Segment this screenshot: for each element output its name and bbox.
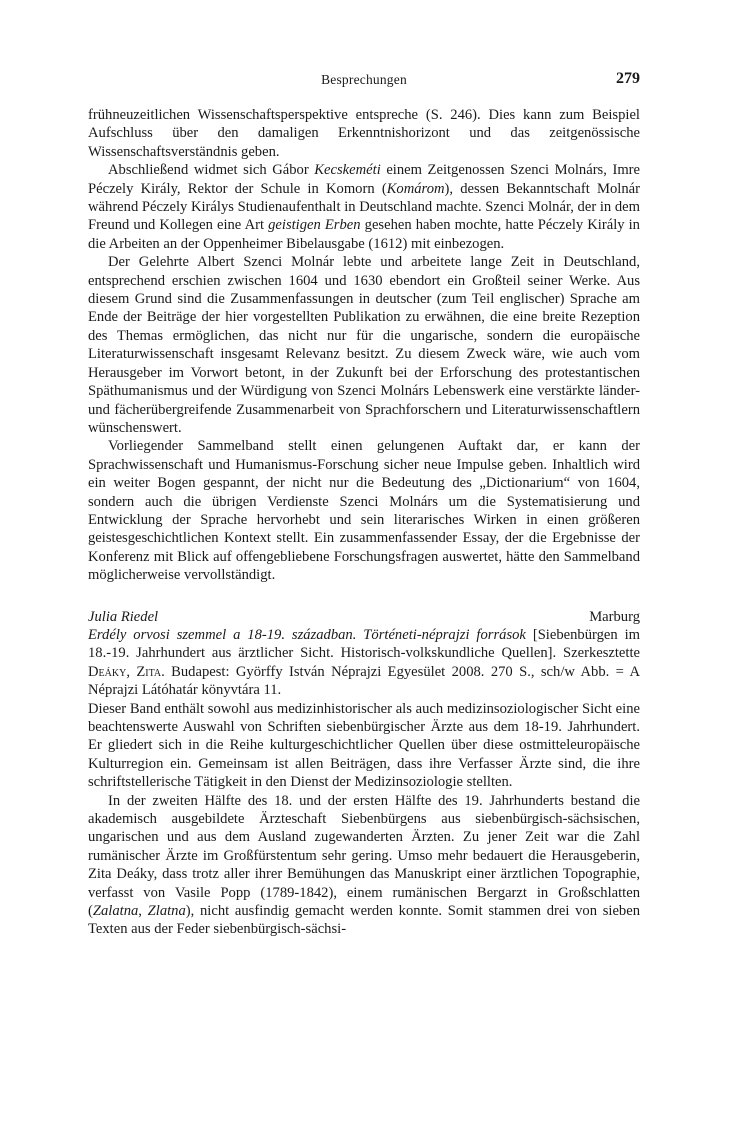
review1-paragraph-2 xyxy=(88,161,640,253)
publication-details: . Budapest: Györffy István Néprajzi Egyesület 2008. 270 S., sch/w Abb. = A Néprajzi Látóhatár könyvtára 11. xyxy=(88,663,641,699)
running-title: Besprechungen xyxy=(321,72,407,87)
text-run: ), dessen Bekanntschaft Molnár während Péczely Királys Studienaufenthalt in Deutschland machte. Szenci Molnár, der in dem Freund und Kollegen eine Art xyxy=(88,180,640,234)
review1-paragraph-1: frühneuzeitlichen Wissenschaftsperspektive entspreche (S. 246). Dies kann zum Beispiel Aufschluss über den damaligen Erkenntnishorizont und das zeitgenössische Wissenschaftsverständnis geben. xyxy=(88,107,640,160)
place-name-italic: Komárom xyxy=(386,180,445,197)
place-name-italic: Zlatna xyxy=(147,903,186,920)
review-signature xyxy=(88,608,640,626)
text-run: In der zweiten Hälfte des 18. und der ersten Hälfte des 19. Jahrhunderts bestand die akademisch ausgebildete Ärzteschaft Siebenbürgens aus siebenbürgisch-sächsischen, ungarischen und aus dem Ausland zugewanderten Ärzten. Zu jener Zeit war die Zahl rumänischer Ärzte im Großfürstentum sehr gering. Umso mehr bedauert die Herausgeberin, Zita Deáky, dass trotz aller ihrer Bemühungen das Manuskript einer ärztlichen Topographie, verfasst von Vasile Popp (1789-1842), einem rumänischen Bergarzt in Großschlatten ( xyxy=(88,792,640,920)
place-name-italic: Zalatna xyxy=(92,903,139,920)
author-name-italic: Kecskeméti xyxy=(314,162,381,179)
text-run: , xyxy=(138,903,148,920)
review1-paragraph-4: Vorliegender Sammelband stellt einen gelungenen Auftakt dar, er kann der Sprachwissenschaft und Humanismus-Forschung sicher neue Impulse geben. Inhaltlich wird ein weiter Bogen gespannt, der nicht nur die Bedeutung des „Dictionarium“ von 1604, sondern auch die übrigen Verdienste Szenci Molnárs um die Systematisierung und Entwicklung der Sprache hervorhebt und sein literarisches Wirken in einen größeren geistesgeschichtlichen Kontext stellt. Ein zusammenfassender Essay, der die Ergebnisse der Konferenz mit Blick auf offengebliebene Forschungsfragen auswertet, hätte den Sammelband möglicherweise vervollständigt. xyxy=(88,438,640,584)
reviewer-place: Marburg xyxy=(589,608,640,625)
review2-paragraph-2 xyxy=(88,792,640,939)
review2-paragraph-1: Dieser Band enthält sowohl aus medizinhistorischer als auch medizinsoziologischer Sicht eine beachtenswerte Auswahl von Schriften siebenbürgischer Ärzte aus dem 18-19. Jahrhundert. Er gliedert sich in die Reihe kulturgeschichtlicher Quellen über diese ostmitteleuropäische Kulturregion ein. Gemeinsam ist allen Beiträgen, dass ihre Verfasser Ärzte sind, die ihre schriftstellerische Tätigkeit in den Dienst der Medizinsoziologie stellten. xyxy=(88,700,640,791)
running-head xyxy=(88,70,640,90)
text-run: ), nicht ausfindig gemacht werden konnte. Somit stammen drei von sieben Texten aus der Feder siebenbürgisch-sächsi- xyxy=(88,903,640,938)
reviewer-name: Julia Riedel xyxy=(88,608,159,625)
book-title-hungarian: Erdély orvosi szemmel a 18-19. században. Történeti-néprajzi források xyxy=(88,626,526,643)
page-number: 279 xyxy=(616,70,640,87)
term-italic: geistigen Erben xyxy=(268,217,361,234)
text-run: Abschließend widmet sich Gábor xyxy=(108,162,315,179)
text-body xyxy=(88,106,640,939)
review1-paragraph-3: Der Gelehrte Albert Szenci Molnár lebte und arbeitete lange Zeit in Deutschland, entsprechend erschien zwischen 1604 und 1630 ebendort ein Großteil seiner Werke. Aus diesem Grund sind die Zusammenfassungen in deutscher (zum Teil englischer) Sprache am Ende der Beiträge der hier vorgestellten Publikation zu erwähnen, die eine breite Rezeption des Themas ermöglichen, das nicht nur für die ungarische, sondern die europäische Literaturwissenschaft insgesamt Relevanz besitzt. Zu diesem Zweck wäre, wie auch vom Herausgeber im Vorwort betont, in der Zukunft bei der Erforschung des protestantischen Späthumanismus und der Würdigung von Szenci Molnárs Lebenswerk eine verstärkte länder- und fächerübergreifende Zusammenarbeit von Sprachforschern und Literaturwissenschaftlern wünschenswert. xyxy=(88,254,640,436)
text-run: gesehen haben mochte, hatte Péczely Király in die Arbeiten an der Oppenheimer Bibelausgabe (1612) mit einbezogen. xyxy=(88,217,640,252)
bibliographic-entry xyxy=(88,626,640,700)
book-editor: Deáky, Zita xyxy=(88,663,162,680)
text-run: einem Zeitgenossen Szenci Molnárs, Imre Péczely Király, Rektor der Schule in Komorn ( xyxy=(88,162,641,197)
book-title-translation: [Siebenbürgen im 18.-19. Jahrhundert aus ärztlicher Sicht. Historisch-volkskundliche Quellen]. Szerkesztette xyxy=(88,626,641,662)
